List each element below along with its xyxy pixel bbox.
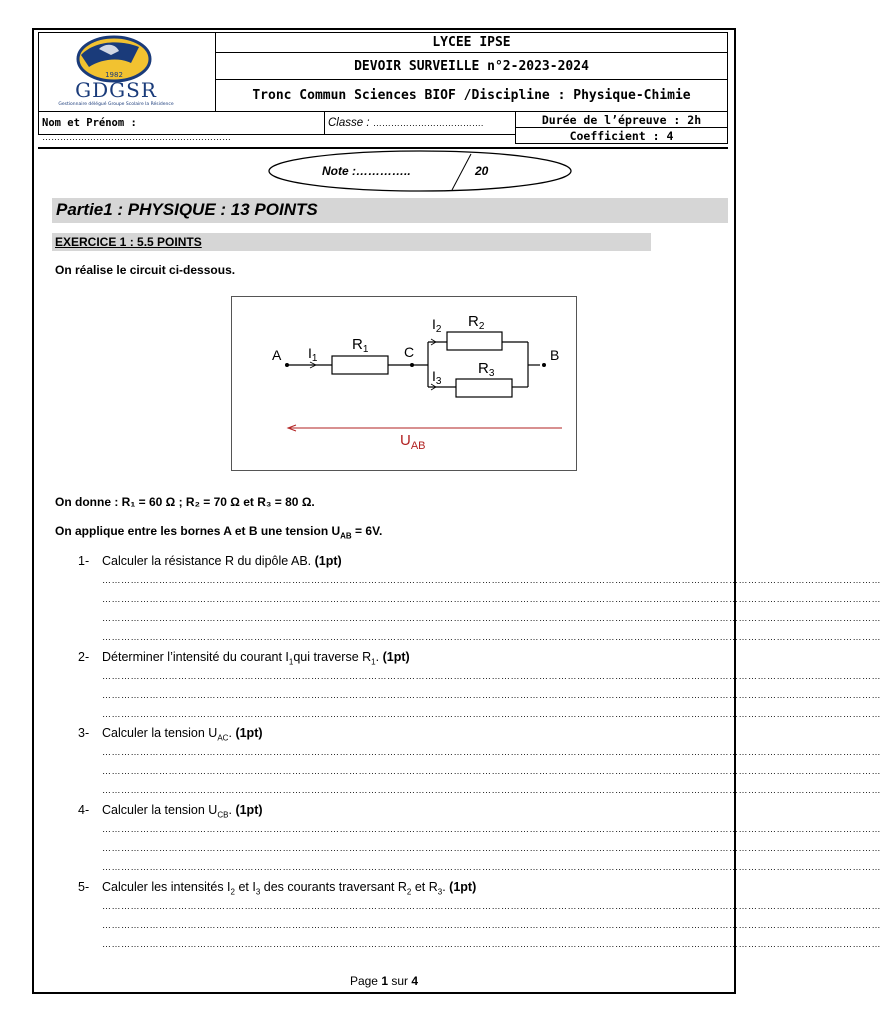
answer-line[interactable]: ………………………………………………………………………………………………………………………………………………………………………………………………………………………… — [102, 939, 881, 949]
class-label: Classe : — [328, 117, 370, 129]
svg-text:I1 — [308, 345, 318, 364]
r3-label: R — [478, 360, 489, 377]
page-footer: Page 1 sur 4 — [349, 974, 419, 988]
uab-sub: AB — [410, 440, 426, 452]
i1-label: I — [308, 345, 312, 361]
uab-label: U — [400, 432, 411, 449]
answer-line[interactable]: ………………………………………………………………………………………………………………………………………………………………………………………………………………………… — [102, 690, 881, 700]
answer-line[interactable]: ………………………………………………………………………………………………………………………………………………………………………………………………………………………… — [102, 785, 881, 795]
answer-line[interactable]: ………………………………………………………………………………………………………………………………………………………………………………………………………………………… — [102, 613, 881, 623]
i3-label: I — [432, 368, 436, 384]
svg-text:UAB — [400, 432, 426, 452]
node-b-label: B — [550, 347, 560, 363]
note-label: Note :………….. — [322, 164, 411, 178]
i2-sub: 2 — [435, 324, 442, 335]
circuit-diagram — [231, 296, 577, 471]
r2-sub: 2 — [478, 321, 485, 332]
answer-line[interactable]: ………………………………………………………………………………………………………………………………………………………………………………………………………………………… — [102, 594, 881, 604]
i1-sub: 1 — [311, 353, 318, 364]
answer-line[interactable]: ………………………………………………………………………………………………………………………………………………………………………………………………………………………… — [102, 632, 881, 642]
answer-line[interactable]: ………………………………………………………………………………………………………………………………………………………………………………………………………………………… — [102, 671, 881, 681]
header-table — [38, 32, 728, 145]
answer-line[interactable]: ………………………………………………………………………………………………………………………………………………………………………………………………………………………… — [102, 843, 881, 853]
answer-line[interactable]: ………………………………………………………………………………………………………………………………………………………………………………………………………………………… — [102, 575, 881, 585]
r1-label: R — [352, 336, 363, 353]
question-4: 4- Calculer la tension $U_{CB}$. (1pt) — [78, 803, 263, 820]
class-field[interactable] — [324, 111, 516, 135]
node-c-label: C — [404, 344, 415, 360]
logo-wordmark: GDGSR — [75, 78, 157, 102]
answer-line[interactable]: ………………………………………………………………………………………………………………………………………………………………………………………………………………………… — [102, 920, 881, 930]
logo-year: 1982 — [105, 71, 123, 79]
logo-subtitle: Gestionnaire délégué Groupe Scolaire la Résidence — [58, 102, 174, 107]
question-1: 1- Calculer la résistance R du dipôle AB. (1pt) — [78, 554, 342, 568]
node-a-label: A — [272, 347, 282, 363]
answer-line[interactable]: ………………………………………………………………………………………………………………………………………………………………………………………………………………………… — [102, 901, 881, 911]
i2-label: I — [432, 316, 436, 332]
part-title: Partie1 : PHYSIQUE : 13 POINTS — [56, 200, 318, 219]
exercise-title: EXERCICE 1 : 5.5 POINTS — [55, 235, 202, 249]
answer-line[interactable]: ………………………………………………………………………………………………………………………………………………………………………………………………………………………… — [102, 747, 881, 757]
given-values: On donne : R₁ = 60 Ω ; R₂ = 70 Ω et R₃ = 80 Ω. — [55, 495, 315, 509]
logo-cell — [38, 32, 216, 112]
question-3: 3- Calculer la tension $U_{AC}$. (1pt) — [78, 726, 263, 743]
i3-sub: 3 — [435, 376, 442, 387]
program-title: Tronc Commun Sciences BIOF /Discipline : Physique-Chimie — [215, 79, 728, 112]
answer-line[interactable]: ………………………………………………………………………………………………………………………………………………………………………………………………………………………… — [102, 709, 881, 719]
svg-text:R2 — [468, 313, 485, 332]
name-label: Nom et Prénom : — [42, 117, 137, 129]
applied-voltage: On applique entre les bornes A et B une tension $U_{AB} = 6V$. — [55, 524, 383, 541]
class-dots: ………………………………. — [372, 118, 484, 128]
exam-duration: Durée de l’épreuve : 2h — [515, 111, 728, 128]
name-dots: ……………………………………………………… — [42, 132, 231, 142]
r3-sub: 3 — [488, 368, 495, 379]
r2-label: R — [468, 313, 479, 330]
exam-title: DEVOIR SURVEILLE n°2-2023-2024 — [215, 52, 728, 80]
note-total: 20 — [475, 164, 489, 178]
svg-text:I2 — [432, 316, 442, 335]
circuit-svg — [232, 297, 575, 469]
question-5: 5- Calculer les intensités $I_2$ et $I_3$ des courants traversant $R_2$ et $R_3$. (1pt) — [78, 880, 477, 897]
svg-text:R1 — [352, 336, 369, 355]
answer-line[interactable]: ………………………………………………………………………………………………………………………………………………………………………………………………………………………… — [102, 824, 881, 834]
exam-coefficient: Coefficient : 4 — [515, 127, 728, 144]
exercise-intro: On réalise le circuit ci-dessous. — [55, 263, 236, 277]
note-oval — [266, 148, 576, 196]
school-name: LYCEE IPSE — [215, 32, 728, 53]
r1-sub: 1 — [362, 344, 369, 355]
school-logo — [39, 33, 213, 109]
answer-line[interactable]: ………………………………………………………………………………………………………………………………………………………………………………………………………………………… — [102, 862, 881, 872]
answer-line[interactable]: ………………………………………………………………………………………………………………………………………………………………………………………………………………………… — [102, 766, 881, 776]
question-2: 2- Déterminer l’intensité du courant $I_1qui$ traverse $R_1$. (1pt) — [78, 650, 410, 667]
name-field[interactable] — [38, 111, 325, 142]
svg-text:R3 — [478, 360, 495, 379]
svg-text:I3 — [432, 368, 442, 387]
